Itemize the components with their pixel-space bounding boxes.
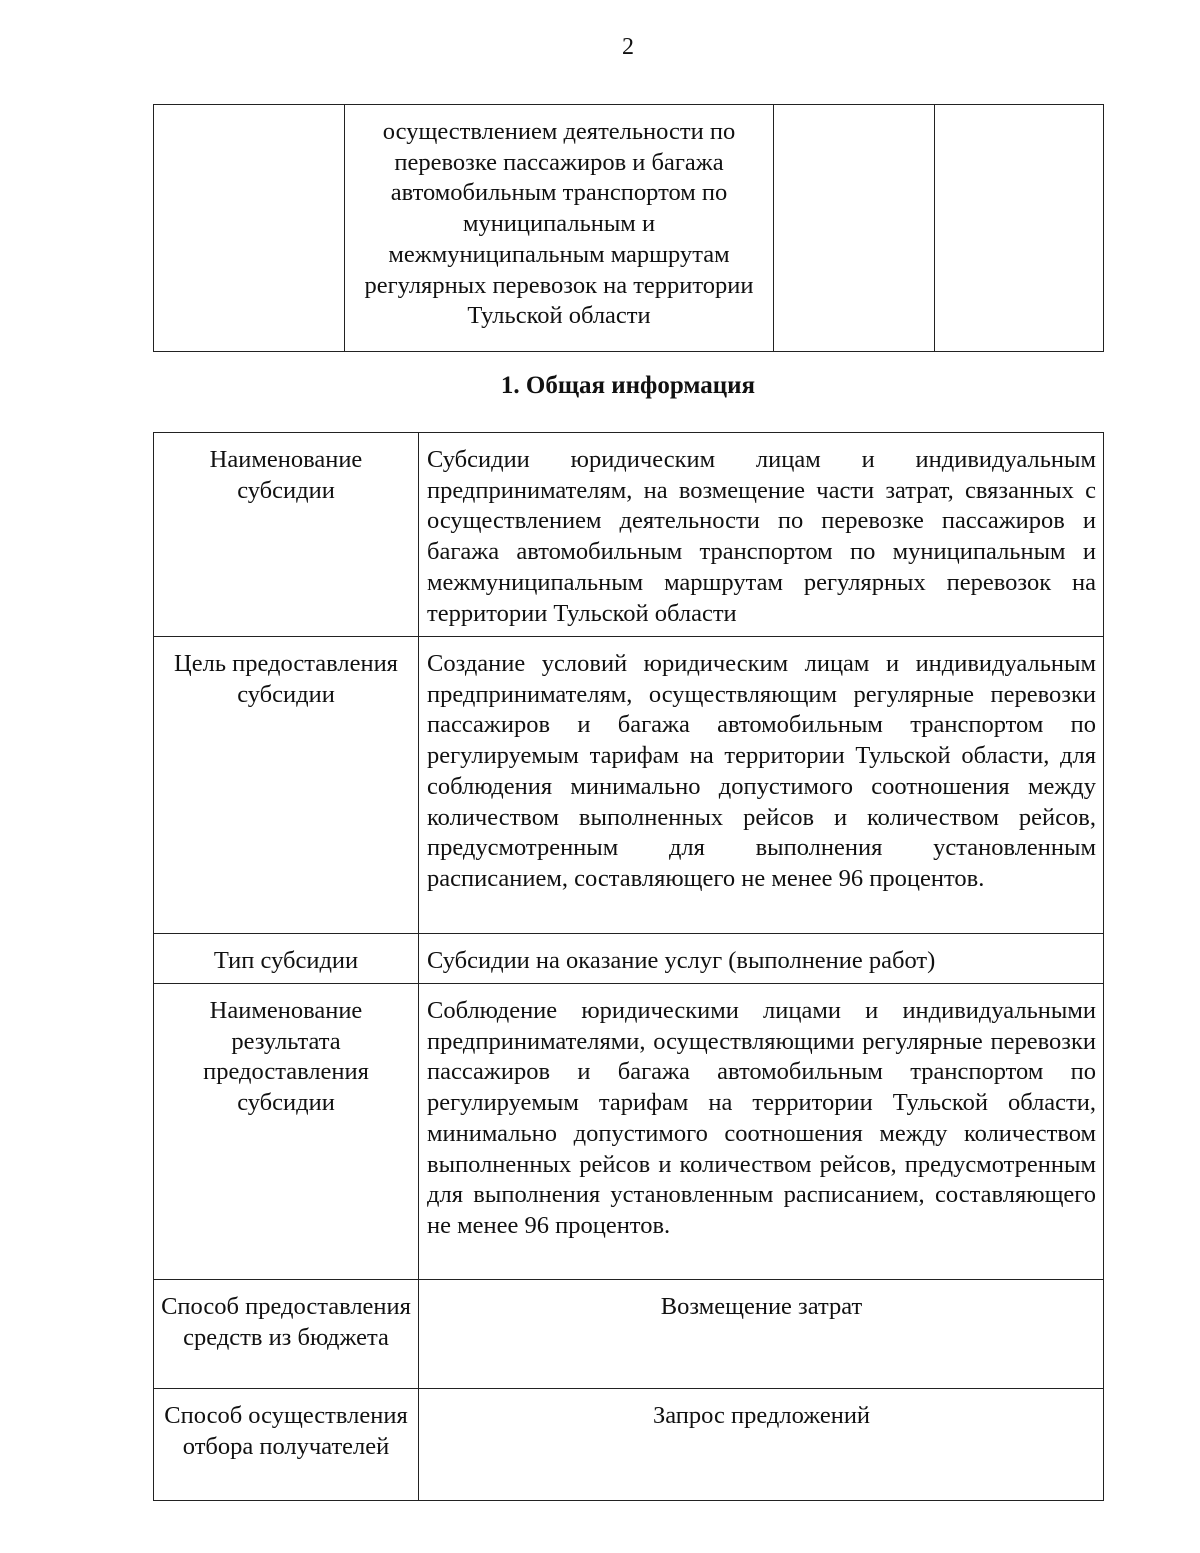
page-number: 2: [622, 34, 634, 60]
row-value: Создание условий юридическим лицам и индивидуальным предпринимателям, осуществляющим регулярные перевозки пассажиров и багажа автомобильным транспортом по регулируемым тарифам на территории Тульской области, для соблюдения минимально допустимого соотношения между количеством выполненных рейсов и количеством рейсов, предусмотренным для выполнения установленным расписанием, составляющего не менее 96 процентов.: [419, 637, 1104, 934]
empty-cell: [774, 105, 935, 352]
continuation-text: [345, 105, 774, 352]
row-value: Возмещение затрат: [419, 1280, 1104, 1389]
table-row: [154, 1389, 1104, 1501]
table-row: [154, 105, 1104, 352]
general-info-table: [153, 432, 1104, 1501]
row-value: Субсидии юридическим лицам и индивидуальным предпринимателям, на возмещение части затрат, связанных с осуществлением деятельности по перевозке пассажиров и багажа автомобильным транспортом по муниципальным и межмуниципальным маршрутам регулярных перевозок на территории Тульской области: [419, 433, 1104, 637]
row-value: Запрос предложений: [419, 1389, 1104, 1501]
table-row: [154, 433, 1104, 637]
row-label: Цель предоставления субсидии: [154, 637, 419, 934]
section-title: 1. Общая информация: [500, 372, 756, 399]
continuation-text-body: осуществлением деятельности по перевозке пассажиров и багажа автомобильным транспортом по муниципальным и межмуниципальным маршрутам регулярных перевозок на территории Тульской области: [364, 118, 754, 330]
row-value: Субсидии на оказание услуг (выполнение работ): [419, 934, 1104, 984]
row-label: Способ предоставления средств из бюджета: [154, 1280, 419, 1389]
empty-cell: [154, 105, 345, 352]
table-row: [154, 984, 1104, 1280]
continuation-table: [153, 104, 1104, 352]
table-row: [154, 934, 1104, 984]
row-label: Способ осуществления отбора получателей: [154, 1389, 419, 1501]
empty-cell: [935, 105, 1104, 352]
table-row: [154, 1280, 1104, 1389]
row-label: Тип субсидии: [154, 934, 419, 984]
row-label: Наименование результата предоставления субсидии: [154, 984, 419, 1280]
table-row: [154, 637, 1104, 934]
row-label: Наименование субсидии: [154, 433, 419, 637]
row-value: Соблюдение юридическими лицами и индивидуальными предпринимателями, осуществляющими регулярные перевозки пассажиров и багажа автомобильным транспортом по регулируемым тарифам на территории Тульской области, минимально допустимого соотношения между количеством выполненных рейсов и количеством рейсов, предусмотренным для выполнения установленным расписанием, составляющего не менее 96 процентов.: [419, 984, 1104, 1280]
